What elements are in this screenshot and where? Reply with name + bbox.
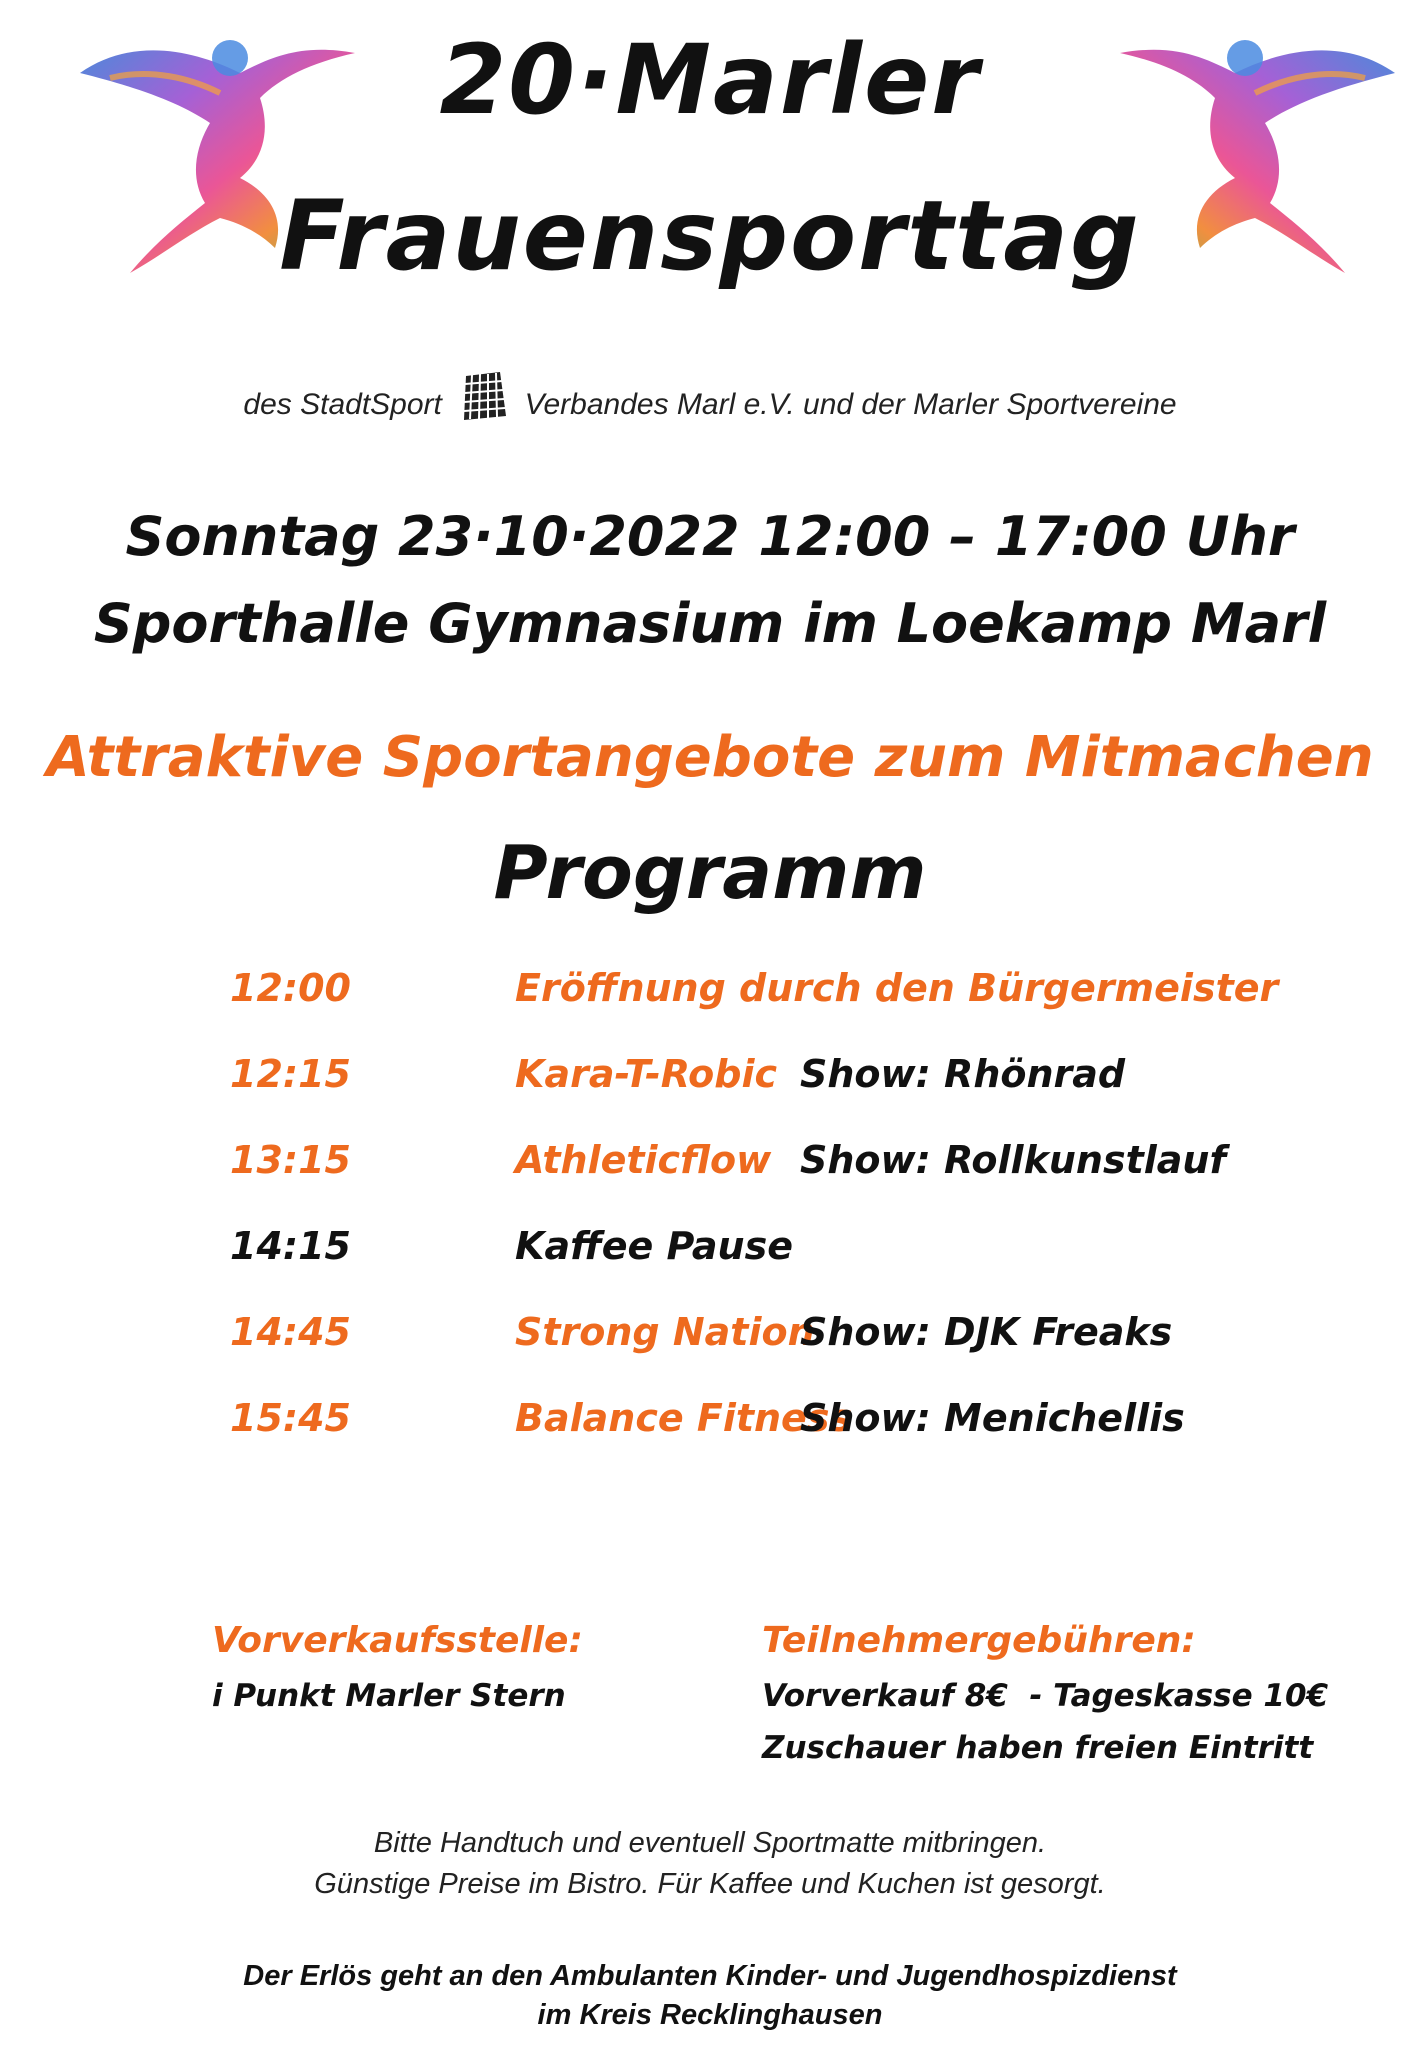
- fees-heading: Teilnehmergebühren:: [762, 1620, 1196, 1661]
- program-row: [0, 1224, 1420, 1284]
- notice-line-1: Bitte Handtuch und eventuell Sportmatte mitbringen.: [373, 1827, 1047, 1859]
- headline: Attraktive Sportangebote zum Mitmachen: [46, 725, 1374, 790]
- program-title: Programm: [493, 830, 927, 916]
- program-show: Show: Rhönrad: [800, 1052, 1126, 1096]
- program-time: 14:15: [230, 1224, 351, 1268]
- organizer-prefix: des StadtSport: [243, 388, 442, 421]
- program-row: [0, 1396, 1420, 1456]
- program-show: Show: Menichellis: [800, 1396, 1185, 1440]
- presale-heading: Vorverkaufsstelle:: [212, 1620, 583, 1661]
- program-activity: Athleticflow: [515, 1138, 772, 1182]
- footer-line-1: Der Erlös geht an den Ambulanten Kinder- und Jugendhospizdienst: [243, 1960, 1177, 1992]
- program-show: Show: Rollkunstlauf: [800, 1138, 1226, 1182]
- program-time: 12:15: [230, 1052, 351, 1096]
- program-activity: Balance Fitness: [515, 1396, 853, 1440]
- program-activity: Kaffee Pause: [515, 1224, 794, 1268]
- event-title: Frauensporttag: [279, 180, 1141, 292]
- event-venue: Sporthalle Gymnasium im Loekamp Marl: [93, 592, 1327, 655]
- notice-line-2: Günstige Preise im Bistro. Für Kaffee und Kuchen ist gesorgt.: [314, 1868, 1106, 1900]
- program-row: [0, 1052, 1420, 1112]
- organizer-line: [0, 370, 1420, 422]
- footer-line-2: im Kreis Recklinghausen: [537, 1999, 883, 2031]
- program-row: [0, 966, 1420, 1026]
- presale-location: i Punkt Marler Stern: [212, 1678, 566, 1714]
- program-time: 15:45: [230, 1396, 351, 1440]
- program-activity: Kara-T-Robic: [515, 1052, 777, 1096]
- stadtsport-logo-icon: [458, 370, 508, 422]
- organizer-suffix: Verbandes Marl e.V. und der Marler Sportvereine: [524, 388, 1177, 421]
- program-row: [0, 1310, 1420, 1370]
- program-show: Show: DJK Freaks: [800, 1310, 1173, 1354]
- program-time: 12:00: [230, 966, 351, 1010]
- program-time: 14:45: [230, 1310, 351, 1354]
- program-time: 13:15: [230, 1138, 351, 1182]
- fees-spectators: Zuschauer haben freien Eintritt: [762, 1730, 1314, 1766]
- event-title-number: 20·Marler: [439, 24, 981, 136]
- event-date-time: Sonntag 23·10·2022 12:00 – 17:00 Uhr: [125, 505, 1295, 568]
- program-row: [0, 1138, 1420, 1198]
- program-activity: Strong Nation: [515, 1310, 815, 1354]
- fees-prices: Vorverkauf 8€ - Tageskasse 10€: [762, 1678, 1329, 1714]
- program-activity: Eröffnung durch den Bürgermeister: [515, 966, 1279, 1010]
